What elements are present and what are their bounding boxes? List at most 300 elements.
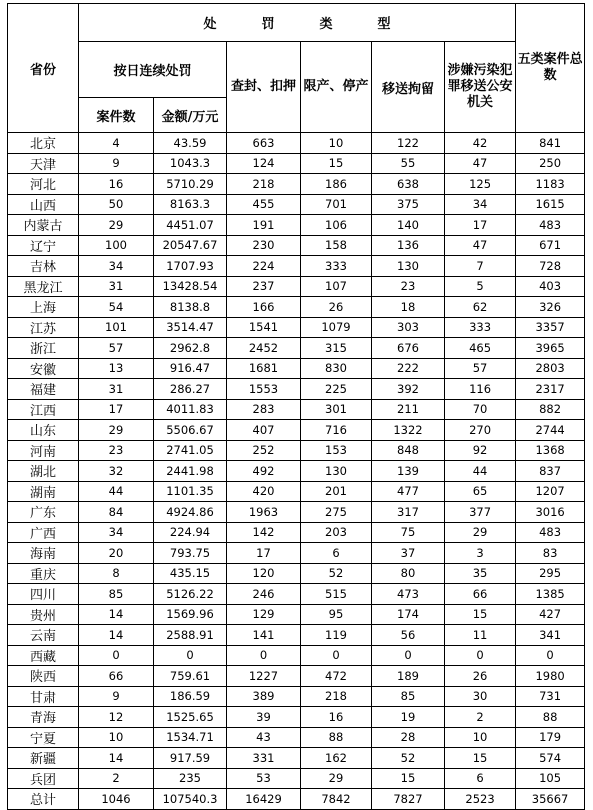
- seize-cell: 237: [227, 276, 301, 297]
- amount-cell: 8138.8: [154, 297, 227, 318]
- total-cell: 3965: [516, 338, 585, 359]
- seize-cell: 230: [227, 235, 301, 256]
- seize-cell: 1553: [227, 379, 301, 400]
- detention-cell: 130: [372, 256, 445, 277]
- police-transfer-cell: 92: [445, 440, 516, 461]
- province-cell: 青海: [8, 707, 79, 728]
- amount-cell: 1569.96: [154, 604, 227, 625]
- amount-cell: 4451.07: [154, 215, 227, 236]
- case-count-cell: 44: [79, 481, 154, 502]
- province-cell: 福建: [8, 379, 79, 400]
- province-cell: 湖南: [8, 481, 79, 502]
- total-cell: 1183: [516, 174, 585, 195]
- case-count-cell: 84: [79, 502, 154, 523]
- police-transfer-cell: 333: [445, 317, 516, 338]
- province-cell: 黑龙江: [8, 276, 79, 297]
- police-transfer-cell: 47: [445, 235, 516, 256]
- detention-cell: 676: [372, 338, 445, 359]
- detention-cell: 55: [372, 153, 445, 174]
- detention-cell: 392: [372, 379, 445, 400]
- province-cell: 江苏: [8, 317, 79, 338]
- limit-production-cell: 218: [301, 686, 372, 707]
- limit-production-cell: 29: [301, 768, 372, 789]
- amount-cell: 107540.3: [154, 789, 227, 810]
- table-row: [8, 686, 585, 707]
- header-case-count: 案件数: [79, 98, 154, 133]
- police-transfer-cell: 116: [445, 379, 516, 400]
- case-count-cell: 16: [79, 174, 154, 195]
- detention-cell: 222: [372, 358, 445, 379]
- province-cell: 重庆: [8, 563, 79, 584]
- case-count-cell: 31: [79, 379, 154, 400]
- table-row: [8, 563, 585, 584]
- province-cell: 内蒙古: [8, 215, 79, 236]
- police-transfer-cell: 270: [445, 420, 516, 441]
- case-count-cell: 1046: [79, 789, 154, 810]
- table-body: [8, 133, 585, 810]
- total-cell: 483: [516, 522, 585, 543]
- table-row: [8, 748, 585, 769]
- limit-production-cell: 701: [301, 194, 372, 215]
- detention-cell: 80: [372, 563, 445, 584]
- case-count-cell: 9: [79, 153, 154, 174]
- province-cell: 上海: [8, 297, 79, 318]
- detention-cell: 23: [372, 276, 445, 297]
- header-police-transfer: 涉嫌污染犯罪移送公安机关: [445, 42, 516, 133]
- police-transfer-cell: 7: [445, 256, 516, 277]
- detention-cell: 174: [372, 604, 445, 625]
- penalty-statistics-table: [7, 3, 585, 810]
- limit-production-cell: 830: [301, 358, 372, 379]
- police-transfer-cell: 29: [445, 522, 516, 543]
- detention-cell: 211: [372, 399, 445, 420]
- table-row: [8, 768, 585, 789]
- limit-production-cell: 716: [301, 420, 372, 441]
- header-detention: 移送拘留: [372, 42, 445, 133]
- seize-cell: 166: [227, 297, 301, 318]
- total-cell: 427: [516, 604, 585, 625]
- detention-cell: 85: [372, 686, 445, 707]
- seize-cell: 492: [227, 461, 301, 482]
- total-cell: 1980: [516, 666, 585, 687]
- table-row: [8, 440, 585, 461]
- total-cell: 35667: [516, 789, 585, 810]
- detention-cell: 317: [372, 502, 445, 523]
- seize-cell: 141: [227, 625, 301, 646]
- total-cell: 574: [516, 748, 585, 769]
- detention-cell: 122: [372, 133, 445, 154]
- seize-cell: 218: [227, 174, 301, 195]
- table-row: [8, 174, 585, 195]
- total-cell: 88: [516, 707, 585, 728]
- police-transfer-cell: 35: [445, 563, 516, 584]
- case-count-cell: 66: [79, 666, 154, 687]
- limit-production-cell: 130: [301, 461, 372, 482]
- detention-cell: 136: [372, 235, 445, 256]
- total-cell: 341: [516, 625, 585, 646]
- case-count-cell: 4: [79, 133, 154, 154]
- province-cell: 宁夏: [8, 727, 79, 748]
- seize-cell: 1227: [227, 666, 301, 687]
- police-transfer-cell: 30: [445, 686, 516, 707]
- limit-production-cell: 333: [301, 256, 372, 277]
- seize-cell: 120: [227, 563, 301, 584]
- province-cell: 西藏: [8, 645, 79, 666]
- table-row: [8, 297, 585, 318]
- header-total-cases: 五类案件总数: [516, 4, 585, 133]
- amount-cell: 43.59: [154, 133, 227, 154]
- table-row: [8, 399, 585, 420]
- total-cell: 179: [516, 727, 585, 748]
- seize-cell: 331: [227, 748, 301, 769]
- limit-production-cell: 15: [301, 153, 372, 174]
- case-count-cell: 14: [79, 604, 154, 625]
- amount-cell: 2441.98: [154, 461, 227, 482]
- table-row: [8, 338, 585, 359]
- table-row: [8, 379, 585, 400]
- case-count-cell: 14: [79, 748, 154, 769]
- total-cell: 250: [516, 153, 585, 174]
- table-row: [8, 256, 585, 277]
- detention-cell: 638: [372, 174, 445, 195]
- seize-cell: 224: [227, 256, 301, 277]
- case-count-cell: 57: [79, 338, 154, 359]
- amount-cell: 2741.05: [154, 440, 227, 461]
- seize-cell: 407: [227, 420, 301, 441]
- province-cell: 北京: [8, 133, 79, 154]
- detention-cell: 15: [372, 768, 445, 789]
- table-row: [8, 481, 585, 502]
- amount-cell: 286.27: [154, 379, 227, 400]
- amount-cell: 0: [154, 645, 227, 666]
- limit-production-cell: 119: [301, 625, 372, 646]
- total-cell: 295: [516, 563, 585, 584]
- total-cell: 3016: [516, 502, 585, 523]
- seize-cell: 17: [227, 543, 301, 564]
- case-count-cell: 12: [79, 707, 154, 728]
- amount-cell: 759.61: [154, 666, 227, 687]
- seize-cell: 43: [227, 727, 301, 748]
- province-cell: 湖北: [8, 461, 79, 482]
- province-cell: 云南: [8, 625, 79, 646]
- table-row: [8, 194, 585, 215]
- limit-production-cell: 472: [301, 666, 372, 687]
- police-transfer-cell: 11: [445, 625, 516, 646]
- province-cell: 广东: [8, 502, 79, 523]
- limit-production-cell: 158: [301, 235, 372, 256]
- police-transfer-cell: 65: [445, 481, 516, 502]
- limit-production-cell: 186: [301, 174, 372, 195]
- detention-cell: 0: [372, 645, 445, 666]
- police-transfer-cell: 17: [445, 215, 516, 236]
- province-cell: 广西: [8, 522, 79, 543]
- case-count-cell: 29: [79, 420, 154, 441]
- province-cell: 贵州: [8, 604, 79, 625]
- total-cell: 1615: [516, 194, 585, 215]
- seize-cell: 2452: [227, 338, 301, 359]
- total-cell: 837: [516, 461, 585, 482]
- limit-production-cell: 26: [301, 297, 372, 318]
- police-transfer-cell: 465: [445, 338, 516, 359]
- limit-production-cell: 203: [301, 522, 372, 543]
- table-row: [8, 420, 585, 441]
- case-count-cell: 101: [79, 317, 154, 338]
- seize-cell: 39: [227, 707, 301, 728]
- seize-cell: 129: [227, 604, 301, 625]
- amount-cell: 4924.86: [154, 502, 227, 523]
- table-row: [8, 153, 585, 174]
- total-cell: 2317: [516, 379, 585, 400]
- case-count-cell: 17: [79, 399, 154, 420]
- detention-cell: 19: [372, 707, 445, 728]
- limit-production-cell: 153: [301, 440, 372, 461]
- header-daily-penalty: 按日连续处罚: [79, 42, 227, 98]
- case-count-cell: 13: [79, 358, 154, 379]
- limit-production-cell: 515: [301, 584, 372, 605]
- case-count-cell: 8: [79, 563, 154, 584]
- amount-cell: 2962.8: [154, 338, 227, 359]
- limit-production-cell: 1079: [301, 317, 372, 338]
- police-transfer-cell: 42: [445, 133, 516, 154]
- limit-production-cell: 225: [301, 379, 372, 400]
- total-cell: 3357: [516, 317, 585, 338]
- case-count-cell: 14: [79, 625, 154, 646]
- seize-cell: 663: [227, 133, 301, 154]
- limit-production-cell: 275: [301, 502, 372, 523]
- case-count-cell: 54: [79, 297, 154, 318]
- case-count-cell: 23: [79, 440, 154, 461]
- police-transfer-cell: 10: [445, 727, 516, 748]
- table-row: [8, 358, 585, 379]
- header-limit-production: 限产、停产: [301, 42, 372, 133]
- seize-cell: 252: [227, 440, 301, 461]
- limit-production-cell: 0: [301, 645, 372, 666]
- police-transfer-cell: 5: [445, 276, 516, 297]
- amount-cell: 5126.22: [154, 584, 227, 605]
- total-cell: 1207: [516, 481, 585, 502]
- table-row: [8, 502, 585, 523]
- total-cell: 841: [516, 133, 585, 154]
- detention-cell: 140: [372, 215, 445, 236]
- table-row: [8, 789, 585, 810]
- total-cell: 1385: [516, 584, 585, 605]
- table-row: [8, 522, 585, 543]
- detention-cell: 303: [372, 317, 445, 338]
- seize-cell: 53: [227, 768, 301, 789]
- detention-cell: 848: [372, 440, 445, 461]
- province-cell: 安徽: [8, 358, 79, 379]
- total-cell: 882: [516, 399, 585, 420]
- total-cell: 105: [516, 768, 585, 789]
- province-cell: 山东: [8, 420, 79, 441]
- police-transfer-cell: 66: [445, 584, 516, 605]
- table-row: [8, 133, 585, 154]
- detention-cell: 189: [372, 666, 445, 687]
- table-row: [8, 645, 585, 666]
- detention-cell: 477: [372, 481, 445, 502]
- seize-cell: 142: [227, 522, 301, 543]
- seize-cell: 1681: [227, 358, 301, 379]
- police-transfer-cell: 377: [445, 502, 516, 523]
- case-count-cell: 20: [79, 543, 154, 564]
- seize-cell: 0: [227, 645, 301, 666]
- province-cell: 四川: [8, 584, 79, 605]
- amount-cell: 13428.54: [154, 276, 227, 297]
- case-count-cell: 100: [79, 235, 154, 256]
- amount-cell: 4011.83: [154, 399, 227, 420]
- table-row: [8, 604, 585, 625]
- police-transfer-cell: 70: [445, 399, 516, 420]
- province-cell: 天津: [8, 153, 79, 174]
- total-cell: 403: [516, 276, 585, 297]
- amount-cell: 1707.93: [154, 256, 227, 277]
- seize-cell: 16429: [227, 789, 301, 810]
- case-count-cell: 31: [79, 276, 154, 297]
- police-transfer-cell: 15: [445, 748, 516, 769]
- amount-cell: 5710.29: [154, 174, 227, 195]
- province-cell: 河南: [8, 440, 79, 461]
- amount-cell: 1043.3: [154, 153, 227, 174]
- limit-production-cell: 106: [301, 215, 372, 236]
- total-cell: 2744: [516, 420, 585, 441]
- limit-production-cell: 301: [301, 399, 372, 420]
- header-province: 省份: [8, 4, 79, 133]
- case-count-cell: 2: [79, 768, 154, 789]
- amount-cell: 186.59: [154, 686, 227, 707]
- table-row: [8, 543, 585, 564]
- detention-cell: 28: [372, 727, 445, 748]
- total-cell: 0: [516, 645, 585, 666]
- province-cell: 兵团: [8, 768, 79, 789]
- limit-production-cell: 95: [301, 604, 372, 625]
- province-cell: 陕西: [8, 666, 79, 687]
- table-row: [8, 215, 585, 236]
- police-transfer-cell: 47: [445, 153, 516, 174]
- police-transfer-cell: 0: [445, 645, 516, 666]
- seize-cell: 455: [227, 194, 301, 215]
- province-cell: 河北: [8, 174, 79, 195]
- limit-production-cell: 16: [301, 707, 372, 728]
- case-count-cell: 85: [79, 584, 154, 605]
- province-cell: 浙江: [8, 338, 79, 359]
- limit-production-cell: 6: [301, 543, 372, 564]
- table-row: [8, 584, 585, 605]
- province-cell: 山西: [8, 194, 79, 215]
- detention-cell: 1322: [372, 420, 445, 441]
- detention-cell: 75: [372, 522, 445, 543]
- detention-cell: 56: [372, 625, 445, 646]
- case-count-cell: 34: [79, 256, 154, 277]
- table-row: [8, 727, 585, 748]
- total-cell: 2803: [516, 358, 585, 379]
- amount-cell: 235: [154, 768, 227, 789]
- police-transfer-cell: 26: [445, 666, 516, 687]
- amount-cell: 917.59: [154, 748, 227, 769]
- detention-cell: 473: [372, 584, 445, 605]
- amount-cell: 3514.47: [154, 317, 227, 338]
- police-transfer-cell: 62: [445, 297, 516, 318]
- header-punish-type: 处 罚 类 型: [79, 4, 516, 42]
- table-row: [8, 317, 585, 338]
- header-amount: 金额/万元: [154, 98, 227, 133]
- limit-production-cell: 107: [301, 276, 372, 297]
- police-transfer-cell: 6: [445, 768, 516, 789]
- amount-cell: 2588.91: [154, 625, 227, 646]
- detention-cell: 52: [372, 748, 445, 769]
- total-cell: 731: [516, 686, 585, 707]
- total-cell: 1368: [516, 440, 585, 461]
- seize-cell: 124: [227, 153, 301, 174]
- case-count-cell: 0: [79, 645, 154, 666]
- table-row: [8, 235, 585, 256]
- province-cell: 甘肃: [8, 686, 79, 707]
- amount-cell: 5506.67: [154, 420, 227, 441]
- province-cell: 吉林: [8, 256, 79, 277]
- seize-cell: 191: [227, 215, 301, 236]
- seize-cell: 1963: [227, 502, 301, 523]
- table-row: [8, 276, 585, 297]
- total-cell: 483: [516, 215, 585, 236]
- amount-cell: 916.47: [154, 358, 227, 379]
- amount-cell: 435.15: [154, 563, 227, 584]
- detention-cell: 375: [372, 194, 445, 215]
- limit-production-cell: 315: [301, 338, 372, 359]
- police-transfer-cell: 3: [445, 543, 516, 564]
- amount-cell: 793.75: [154, 543, 227, 564]
- province-cell: 江西: [8, 399, 79, 420]
- limit-production-cell: 52: [301, 563, 372, 584]
- police-transfer-cell: 2: [445, 707, 516, 728]
- detention-cell: 18: [372, 297, 445, 318]
- seize-cell: 389: [227, 686, 301, 707]
- limit-production-cell: 201: [301, 481, 372, 502]
- police-transfer-cell: 44: [445, 461, 516, 482]
- police-transfer-cell: 15: [445, 604, 516, 625]
- seize-cell: 246: [227, 584, 301, 605]
- province-cell: 海南: [8, 543, 79, 564]
- amount-cell: 1101.35: [154, 481, 227, 502]
- province-cell: 总计: [8, 789, 79, 810]
- limit-production-cell: 7842: [301, 789, 372, 810]
- total-cell: 83: [516, 543, 585, 564]
- province-cell: 新疆: [8, 748, 79, 769]
- table-row: [8, 707, 585, 728]
- detention-cell: 139: [372, 461, 445, 482]
- province-cell: 辽宁: [8, 235, 79, 256]
- detention-cell: 37: [372, 543, 445, 564]
- table-row: [8, 461, 585, 482]
- case-count-cell: 50: [79, 194, 154, 215]
- amount-cell: 1525.65: [154, 707, 227, 728]
- police-transfer-cell: 34: [445, 194, 516, 215]
- total-cell: 671: [516, 235, 585, 256]
- table-row: [8, 666, 585, 687]
- limit-production-cell: 10: [301, 133, 372, 154]
- case-count-cell: 34: [79, 522, 154, 543]
- police-transfer-cell: 2523: [445, 789, 516, 810]
- case-count-cell: 32: [79, 461, 154, 482]
- seize-cell: 283: [227, 399, 301, 420]
- amount-cell: 8163.3: [154, 194, 227, 215]
- total-cell: 326: [516, 297, 585, 318]
- detention-cell: 7827: [372, 789, 445, 810]
- limit-production-cell: 162: [301, 748, 372, 769]
- amount-cell: 1534.71: [154, 727, 227, 748]
- table-row: [8, 625, 585, 646]
- police-transfer-cell: 57: [445, 358, 516, 379]
- amount-cell: 20547.67: [154, 235, 227, 256]
- case-count-cell: 29: [79, 215, 154, 236]
